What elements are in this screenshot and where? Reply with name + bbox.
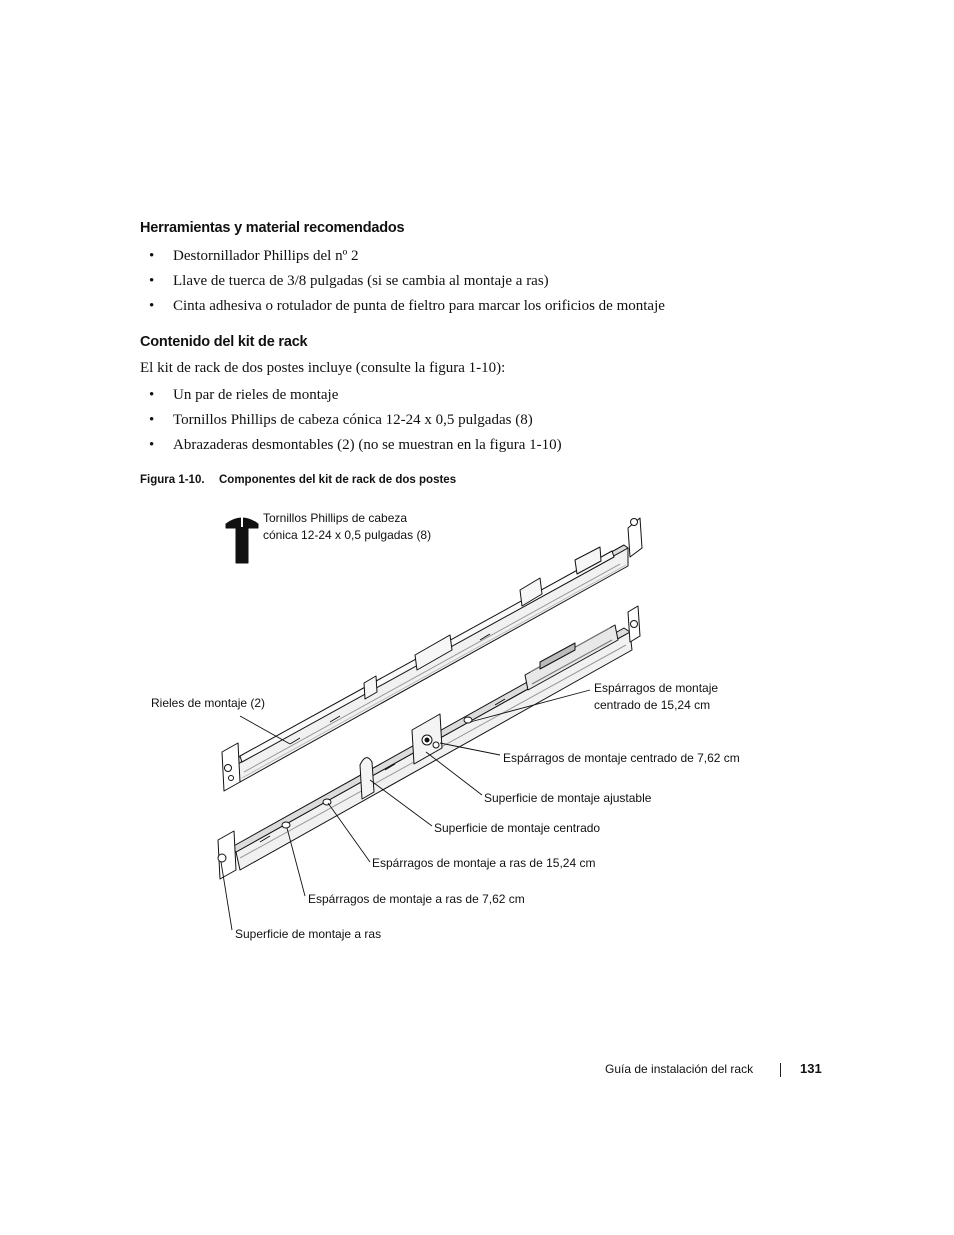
section-heading-tools: Herramientas y material recomendados <box>140 220 405 236</box>
bullet: • <box>149 412 155 428</box>
bullet: • <box>149 437 155 453</box>
bullet: • <box>149 387 155 403</box>
figure-title: Componentes del kit de rack de dos postes <box>219 474 457 486</box>
label-rails: Rieles de montaje (2) <box>151 696 266 710</box>
figure-number: Figura 1-10. <box>140 474 205 486</box>
kit-intro: El kit de rack de dos postes incluye (consulte la figura 1-10): <box>140 360 506 376</box>
label-studs-centered-15: Espárragos de montaje centrado de 15,24 cm <box>594 681 719 712</box>
bullet: • <box>149 298 155 314</box>
list-item: • Llave de tuerca de 3/8 pulgadas (si se cambia al montaje a ras) <box>149 273 549 289</box>
screw-icon <box>226 513 258 563</box>
section-heading-kit: Contenido del kit de rack <box>140 334 308 350</box>
bullet: • <box>149 248 155 264</box>
footer-separator <box>780 1063 781 1077</box>
label-flush-studs-7: Espárragos de montaje a ras de 7,62 cm <box>308 892 525 906</box>
page-number: 131 <box>800 1061 822 1076</box>
label-adjustable-surface: Superficie de montaje ajustable <box>484 791 652 805</box>
list-item: • Abrazaderas desmontables (2) (no se muestran en la figura 1-10) <box>149 437 562 453</box>
list-item: • Tornillos Phillips de cabeza cónica 12-24 x 0,5 pulgadas (8) <box>149 412 533 428</box>
label-flush-surface: Superficie de montaje a ras <box>235 927 382 941</box>
list-item: • Destornillador Phillips del nº 2 <box>149 248 359 264</box>
footer-title: Guía de instalación del rack <box>605 1062 754 1076</box>
label-centered-surface: Superficie de montaje centrado <box>434 821 601 835</box>
list-item: • Cinta adhesiva o rotulador de punta de fieltro para marcar los orificios de montaje <box>149 298 665 314</box>
label-flush-studs-15: Espárragos de montaje a ras de 15,24 cm <box>372 856 596 870</box>
list-item: • Un par de rieles de montaje <box>149 387 339 403</box>
label-screws: Tornillos Phillips de cabeza cónica 12-24 x 0,5 pulgadas (8) <box>263 511 432 542</box>
bullet: • <box>149 273 155 289</box>
label-studs-centered-7: Espárragos de montaje centrado de 7,62 cm <box>503 751 740 765</box>
